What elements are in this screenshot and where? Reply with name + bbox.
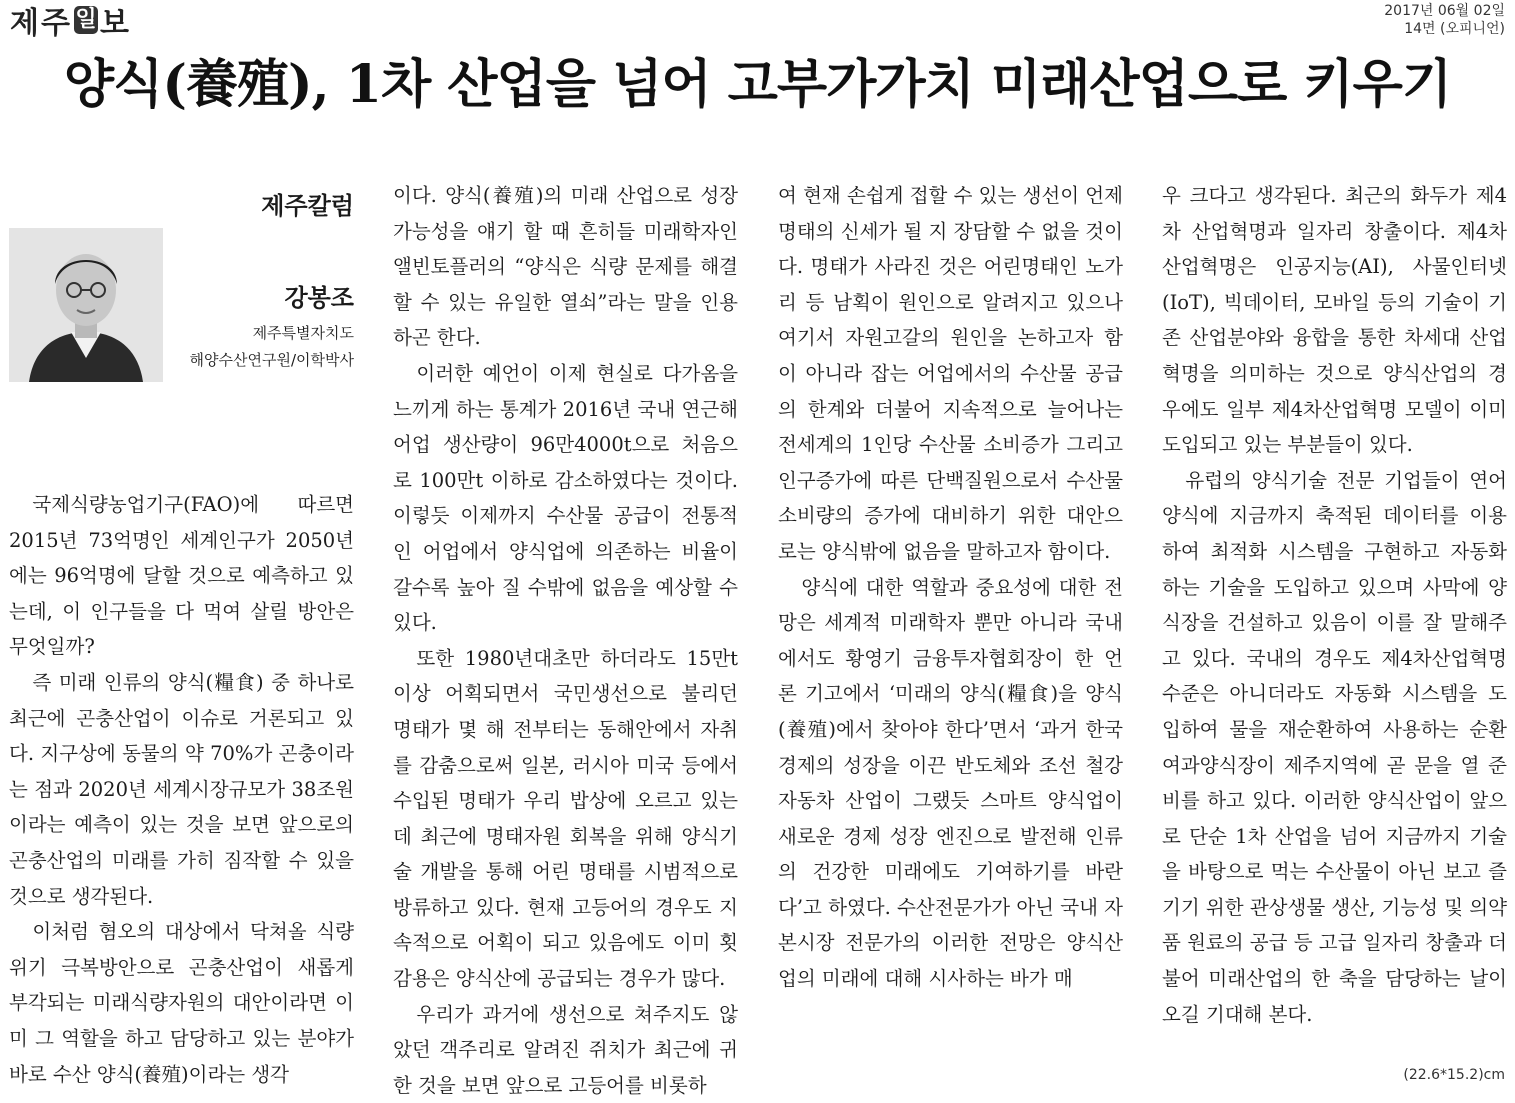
paragraph: 이러한 예언이 이제 현실로 다가옴을 느끼게 하는 통계가 2016년 국내 연근해 어업 생산량이 96만4000t으로 처음으로 100만t 이하로 감소하였다는 것이다. 이렇듯 이제까지 수산물 공급이 전통적인 어업에서 양식업에 의존하는 비율이 갈수록 높아 질 수밖에 없음을 예상할 수 있다. — [393, 361, 738, 635]
paragraph: 이다. 양식(養殖)의 미래 산업으로 성장 가능성을 얘기 할 때 흔히들 미래학자인 앨빈토플러의 “양식은 식량 문제를 해결할 수 있는 유일한 열쇠”라는 말을 인용하곤 한다. — [393, 184, 738, 350]
author-portrait-icon — [9, 228, 163, 382]
text-column-4 — [1162, 178, 1507, 1032]
text-column-1 — [9, 487, 354, 1092]
paragraph: 즉 미래 인류의 양식(糧食) 중 하나로 최근에 곤충산업이 이슈로 거론되고 있다. 지구상에 동물의 약 70%가 곤충이라는 점과 2020년 세계시장규모가 38조원이라는 예측이 있는 것을 보면 앞으로의 곤충산업의 미래를 가히 짐작할 수 있을 것으로 생각된다. — [9, 670, 354, 908]
author-byline — [9, 178, 354, 382]
logo-text-1: 제주 — [10, 6, 72, 41]
issue-meta — [1384, 2, 1505, 38]
paragraph: 여 현재 손쉽게 접할 수 있는 생선이 언제 명태의 신세가 될 지 장담할 수 없을 것이다. 명태가 사라진 것은 어린명태인 노가리 등 남획이 원인으로 알려지고 있으나 여기서 자원고갈의 원인을 논하고자 함이 아니라 잡는 어업에서의 수산물 공급의 한계와 더불어 지속적으로 늘어나는 전세계의 1인당 수산물 소비증가 그리고 인구증가에 따른 단백질원으로서 수산물 소비량의 증가에 대비하기 위한 대안으로는 양식밖에 없음을 말하고자 함이다. — [778, 184, 1123, 563]
clipping-size: (22.6*15.2)cm — [1403, 1067, 1505, 1083]
logo-text-2: 일 — [75, 7, 97, 32]
paragraph: 우리가 과거에 생선으로 쳐주지도 않았던 객주리로 알려진 쥐치가 최근에 귀한 것을 보면 앞으로 고등어를 비롯하 — [393, 1002, 738, 1097]
paragraph: 우 크다고 생각된다. 최근의 화두가 제4차 산업혁명과 일자리 창출이다. 제4차 산업혁명은 인공지능(AI), 사물인터넷(IoT), 빅데이터, 모바일 등의 기술이 기존 산업분야와 융합을 통한 차세대 산업혁명을 의미하는 것으로 양식산업의 경우에도 일부 제4차산업혁명 모델이 이미 도입되고 있는 부분들이 있다. — [1162, 184, 1507, 457]
author-affiliation-line1: 제주특별자치도 — [252, 324, 354, 342]
paragraph: 또한 1980년대초만 하더라도 15만t이상 어획되면서 국민생선으로 불리던 명태가 몇 해 전부터는 동해안에서 자취를 감춤으로써 일본, 러시아 미국 등에서 수입된 명태가 우리 밥상에 오르고 있는데 최근에 명태자원 회복을 위해 양식기술 개발을 통해 어린 명태를 시범적으로 방류하고 있다. 현재 고등어의 경우도 지속적으로 어획이 되고 있음에도 이미 횟감용은 양식산에 공급되는 경우가 많다. — [393, 646, 738, 991]
logo-text-3: 보 — [99, 6, 131, 41]
text-column-2 — [393, 178, 738, 1103]
newspaper-logo — [10, 2, 131, 41]
issue-page: 14면 (오피니언) — [1404, 21, 1505, 37]
author-photo — [9, 228, 163, 382]
author-affiliation — [190, 320, 354, 374]
text-column-3 — [778, 178, 1123, 997]
issue-date: 2017년 06월 02일 — [1384, 3, 1505, 19]
paragraph: 국제식량농업기구(FAO)에 따르면 2015년 73억명인 세계인구가 2050년에는 96억명에 달할 것으로 예측하고 있는데, 이 인구들을 다 먹여 살릴 방안은 무엇일까? — [9, 493, 354, 659]
paragraph: 유럽의 양식기술 전문 기업들이 연어양식에 지금까지 축적된 데이터를 이용하여 최적화 시스템을 구현하고 자동화하는 기술을 도입하고 있으며 사막에 양식장을 건설하고 있음이 이를 잘 말해주고 있다. 국내의 경우도 제4차산업혁명 수준은 아니더라도 자동화 시스템을 도입하여 물을 재순환하여 사용하는 순환여과양식장이 제주지역에 곧 문을 열 준비를 하고 있다. 이러한 양식산업이 앞으로 단순 1차 산업을 넘어 지금까지 기술을 바탕으로 먹는 수산물이 아닌 보고 즐기기 위한 관상생물 생산, 기능성 및 의약품 원료의 공급 등 고급 일자리 창출과 더불어 미래산업의 한 축을 담당하는 날이 오길 기대해 본다. — [1162, 468, 1507, 1026]
paragraph: 이처럼 혐오의 대상에서 닥쳐올 식량위기 극복방안으로 곤충산업이 새롭게 부각되는 미래식량자원의 대안이라면 이미 그 역할을 하고 담당하고 있는 분야가 바로 수산 양식(養殖)이라는 생각 — [9, 920, 354, 1086]
paragraph: 양식에 대한 역할과 중요성에 대한 전망은 세계적 미래학자 뿐만 아니라 국내에서도 황영기 금융투자협회장이 한 언론 기고에서 ‘미래의 양식(糧食)을 양식(養殖)에서 찾아야 한다’면서 ‘과거 한국 경제의 성장을 이끈 반도체와 조선 철강 자동차 산업이 그랬듯 스마트 양식업이 새로운 경제 성장 엔진으로 발전해 인류의 건강한 미래에도 기여하기를 바란다’고 하였다. 수산전문가가 아닌 국내 자본시장 전문가의 이러한 전망은 양식산업의 미래에 대해 시사하는 바가 매 — [778, 575, 1123, 991]
column-kicker: 제주칼럼 — [261, 192, 354, 220]
author-name: 강봉조 — [284, 284, 354, 312]
article-headline: 양식(養殖), 1차 산업을 넘어 고부가가치 미래산업으로 키우기 — [63, 54, 1452, 115]
author-affiliation-line2: 해양수산연구원/이학박사 — [189, 351, 354, 369]
